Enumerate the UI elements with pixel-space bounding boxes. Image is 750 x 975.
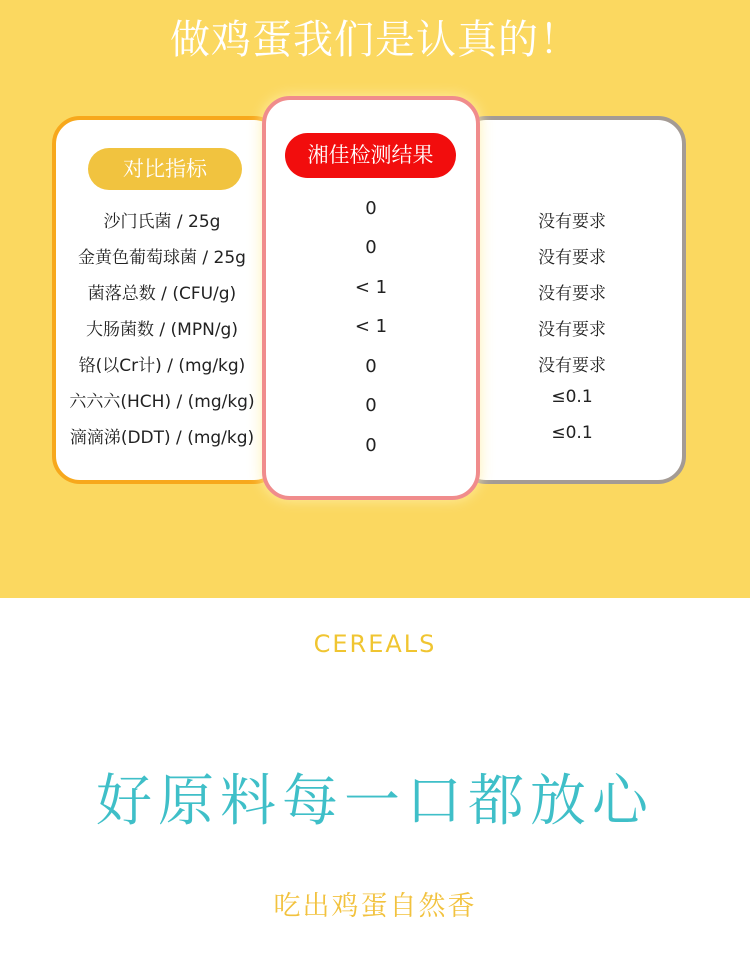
test-result-pill: 湘佳检测结果 — [285, 133, 456, 178]
indicator-item: 铬(以Cr计) / (mg/kg) — [78, 356, 246, 376]
indicator-item: 菌落总数 / (CFU/g) — [87, 284, 237, 304]
standard-value: 没有要求 — [538, 248, 606, 268]
result-value: < 1 — [354, 277, 388, 298]
standard-value: 没有要求 — [538, 212, 606, 232]
indicator-item: 六六六(HCH) / (mg/kg) — [69, 392, 255, 412]
sub-slogan: 吃出鸡蛋自然香 — [273, 891, 477, 922]
result-value: 0 — [365, 237, 377, 258]
compare-indicator-pill: 对比指标 — [88, 148, 242, 190]
standard-value: ≤0.1 — [551, 387, 593, 407]
result-value: < 1 — [354, 316, 388, 337]
result-value: 0 — [365, 395, 377, 416]
indicator-item: 滴滴涕(DDT) / (mg/kg) — [69, 428, 255, 448]
result-value: 0 — [365, 356, 377, 377]
cereals-label: CEREALS — [313, 630, 437, 658]
standard-value: 没有要求 — [538, 356, 606, 376]
standard-value: ≤0.1 — [551, 423, 593, 443]
main-slogan: 好原料每一口都放心 — [96, 769, 654, 834]
page-headline: 做鸡蛋我们是认真的！ — [170, 17, 580, 63]
standard-value: 没有要求 — [538, 320, 606, 340]
result-value: 0 — [365, 435, 377, 456]
indicator-item: 金黄色葡萄球菌 / 25g — [78, 248, 246, 268]
indicator-item: 大肠菌数 / (MPN/g) — [86, 320, 238, 340]
result-value: 0 — [365, 198, 377, 219]
standard-value: 没有要求 — [538, 284, 606, 304]
indicator-item: 沙门氏菌 / 25g — [103, 212, 221, 232]
